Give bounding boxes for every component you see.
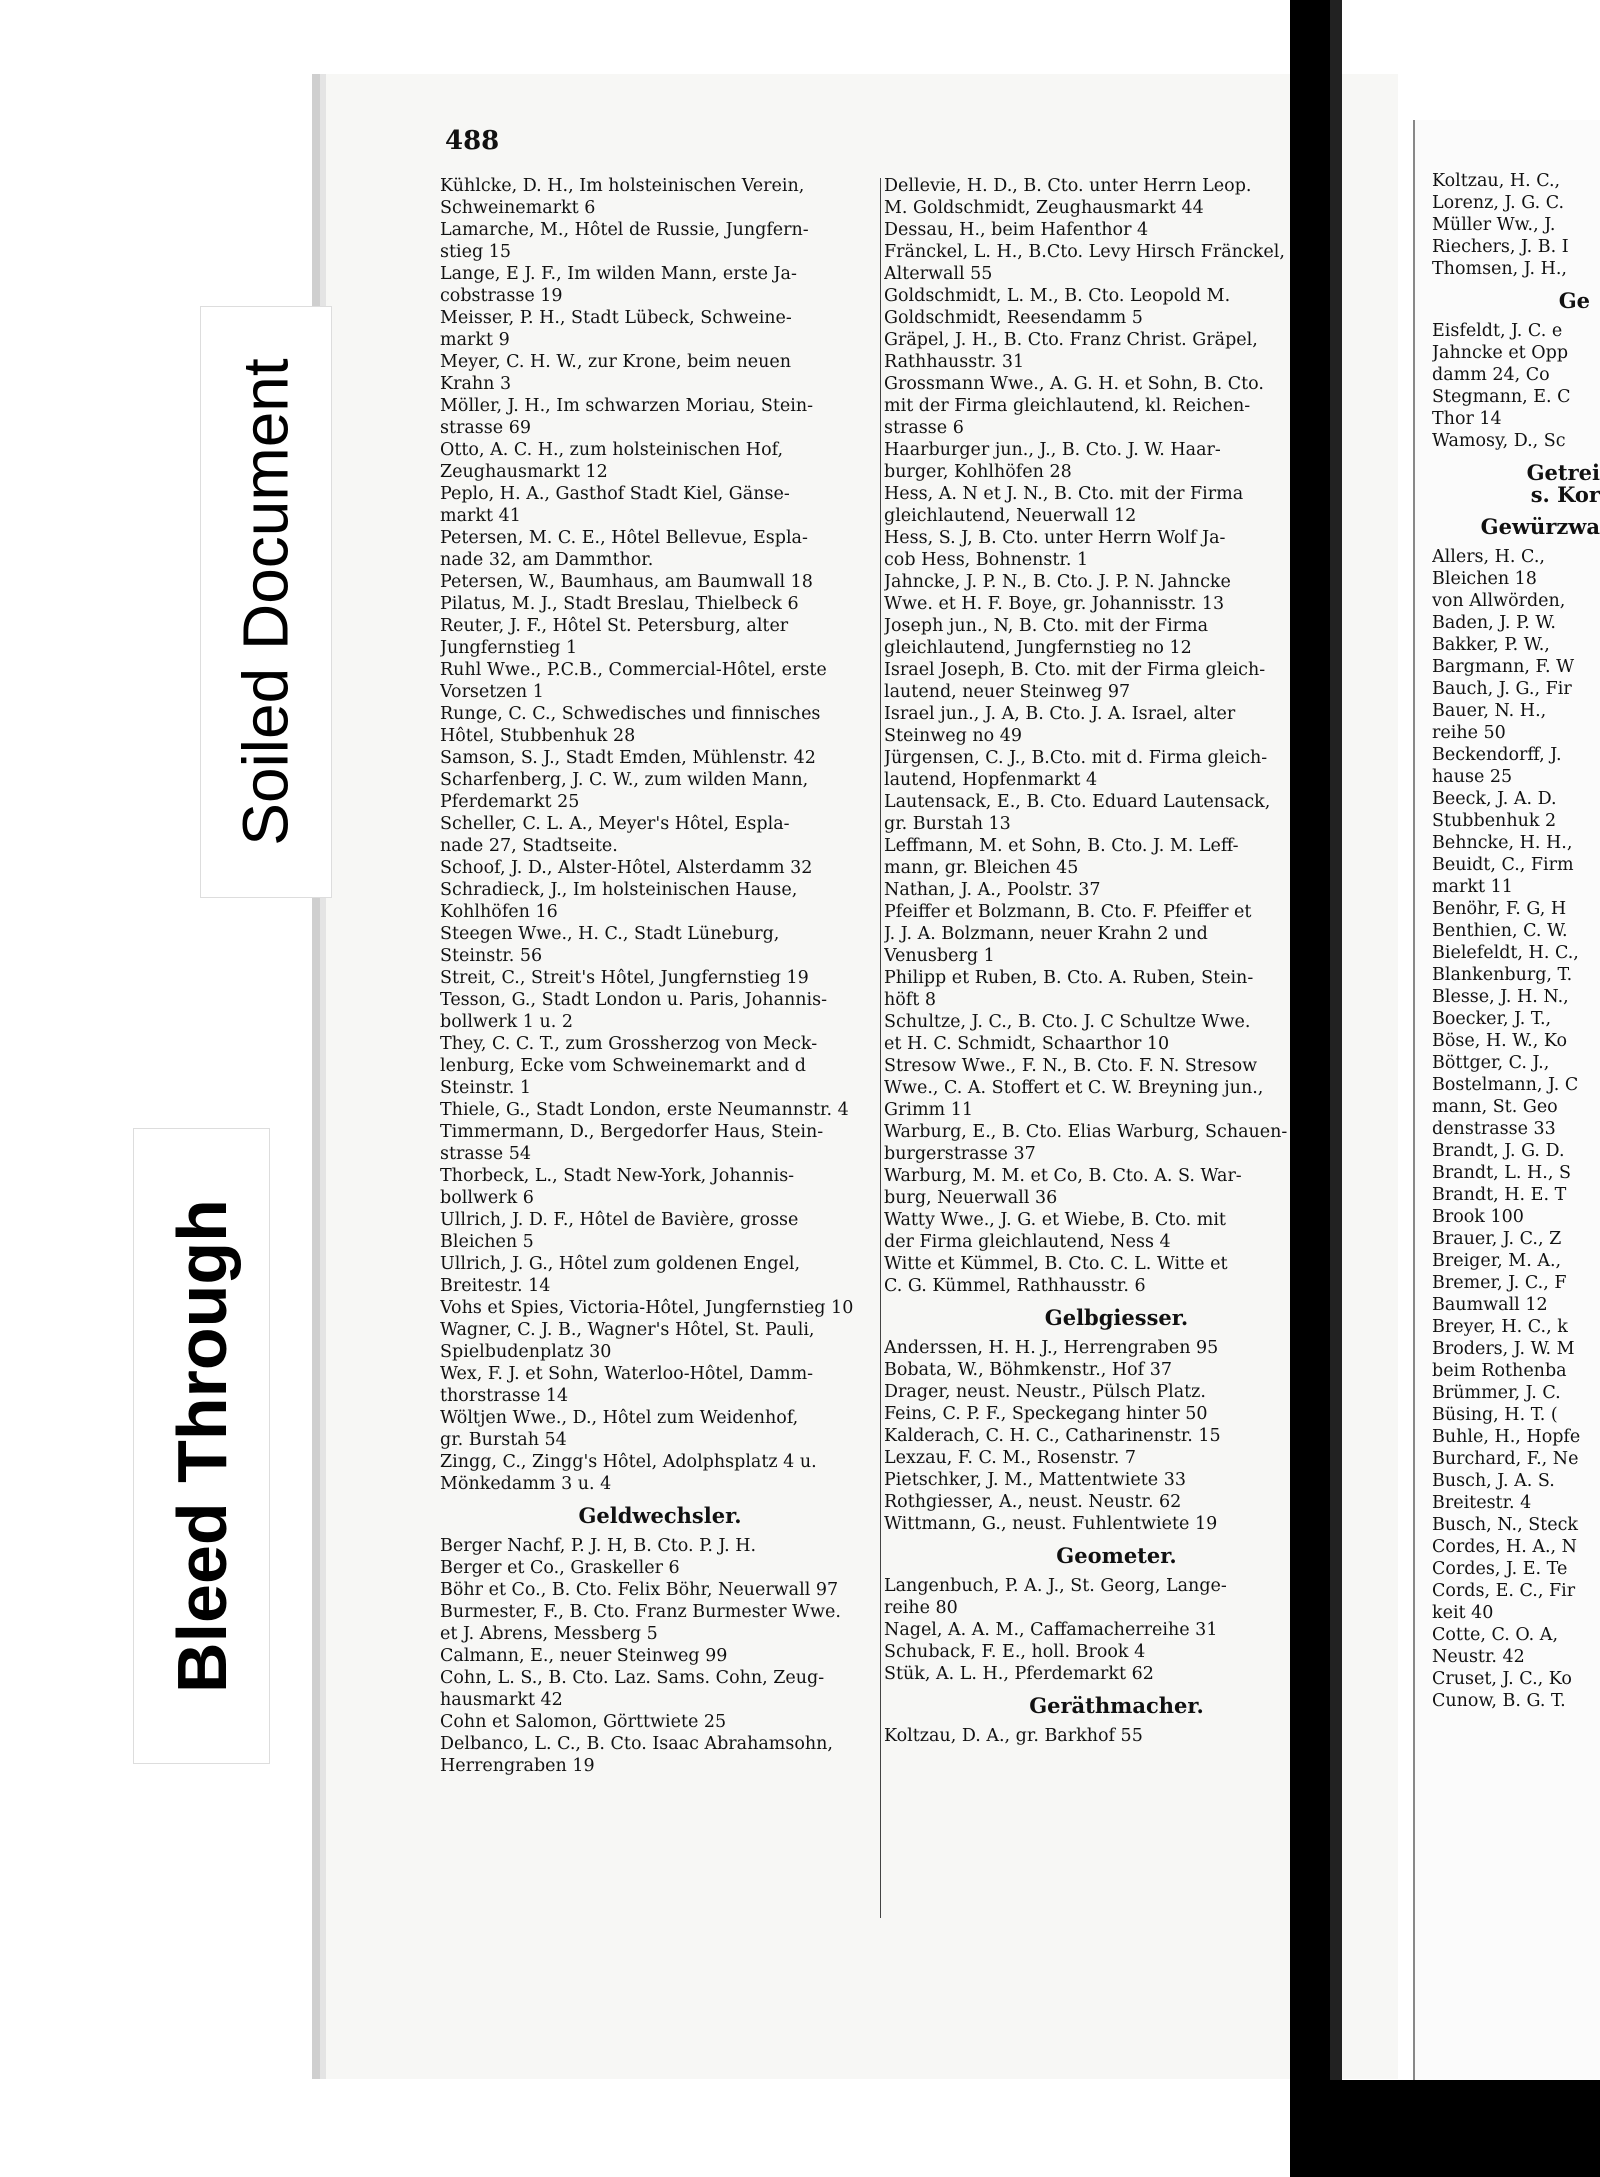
list-item: Breiger, M. A., (1432, 1251, 1562, 1271)
list-item: Rathhausstr. 31 (884, 352, 1025, 372)
list-item: stieg 15 (440, 242, 511, 262)
list-item: Wamosy, D., Sc (1432, 431, 1566, 451)
gelbgiesser-list (884, 1337, 1349, 1535)
list-item: Mönkedamm 3 u. 4 (440, 1474, 612, 1494)
list-item: Cruset, J. C., Ko (1432, 1669, 1572, 1689)
list-item: Wwe., C. A. Stoffert et C. W. Breyning jun., (884, 1078, 1264, 1098)
list-item: Timmermann, D., Bergedorfer Haus, Stein- (440, 1122, 824, 1142)
list-item: mann, St. Geo (1432, 1097, 1558, 1117)
list-item: Bielefeldt, H. C., (1432, 943, 1579, 963)
list-item: Riechers, J. B. I (1432, 237, 1569, 257)
list-item: Schultze, J. C., B. Cto. J. C Schultze Wwe. (884, 1012, 1251, 1032)
list-item: Steinstr. 56 (440, 946, 543, 966)
list-item: höft 8 (884, 990, 937, 1010)
list-item: Lamarche, M., Hôtel de Russie, Jungfern- (440, 220, 809, 240)
list-item: Drager, neust. Neustr., Pülsch Platz. (884, 1382, 1206, 1402)
list-item: Spielbudenplatz 30 (440, 1342, 612, 1362)
column-divider (880, 178, 881, 1918)
list-item: gleichlautend, Jungfernstieg no 12 (884, 638, 1192, 658)
list-item: markt 41 (440, 506, 521, 526)
list-item: Stresow Wwe., F. N., B. Cto. F. N. Stresow (884, 1056, 1258, 1076)
list-item: der Firma gleichlautend, Ness 4 (884, 1232, 1171, 1252)
list-item: Grossmann Wwe., A. G. H. et Sohn, B. Cto. (884, 374, 1264, 394)
list-item: Meisser, P. H., Stadt Lübeck, Schweine- (440, 308, 792, 328)
geldwechsler-list (440, 1535, 880, 1777)
list-item: Baden, J. P. W. (1432, 613, 1556, 633)
list-item: Leffmann, M. et Sohn, B. Cto. J. M. Leff- (884, 836, 1239, 856)
list-item: Warburg, M. M. et Co, B. Cto. A. S. War- (884, 1166, 1242, 1186)
list-item: Thiele, G., Stadt London, erste Neumannstr. 4 (440, 1100, 849, 1120)
list-item: Brandt, L. H., S (1432, 1163, 1571, 1183)
list-item: Wöltjen Wwe., D., Hôtel zum Weidenhof, (440, 1408, 799, 1428)
list-item: Busch, J. A. S. (1432, 1471, 1555, 1491)
list-item: beim Rothenba (1432, 1361, 1567, 1381)
soiled-document-text: Soiled Document (230, 358, 302, 846)
list-item: J. J. A. Bolzmann, neuer Krahn 2 und (884, 924, 1208, 944)
list-item: Blankenburg, T. (1432, 965, 1573, 985)
list-item: Benthien, C. W. (1432, 921, 1568, 941)
list-item: lautend, Hopfenmarkt 4 (884, 770, 1098, 790)
list-item: They, C. C. T., zum Grossherzog von Meck- (440, 1034, 818, 1054)
geraethmacher-list (884, 1725, 1349, 1747)
list-item: M. Goldschmidt, Zeughausmarkt 44 (884, 198, 1204, 218)
list-item: Lorenz, J. G. C. (1432, 193, 1565, 213)
list-item: Wex, F. J. et Sohn, Waterloo-Hôtel, Damm- (440, 1364, 814, 1384)
list-item: burger, Kohlhöfen 28 (884, 462, 1072, 482)
list-item: Brauer, J. C., Z (1432, 1229, 1562, 1249)
heading-geometer: Geometer. (1056, 1543, 1177, 1568)
list-item: gr. Burstah 13 (884, 814, 1011, 834)
soiled-document-label (200, 306, 332, 898)
list-item: Bargmann, F. W (1432, 657, 1575, 677)
list-item: Eisfeldt, J. C. e (1432, 321, 1563, 341)
list-item: hause 25 (1432, 767, 1513, 787)
list-item: lautend, neuer Steinweg 97 (884, 682, 1131, 702)
list-item: Wwe. et H. F. Boye, gr. Johannisstr. 13 (884, 594, 1225, 614)
list-item: Fränckel, L. H., B.Cto. Levy Hirsch Fränckel, (884, 242, 1285, 262)
heading-geraethmacher: Geräthmacher. (1029, 1693, 1204, 1718)
list-item: Berger et Co., Graskeller 6 (440, 1558, 680, 1578)
list-item: bollwerk 1 u. 2 (440, 1012, 574, 1032)
list-item: Venusberg 1 (884, 946, 995, 966)
list-item: Lautensack, E., B. Cto. Eduard Lautensack, (884, 792, 1271, 812)
list-item: Baumwall 12 (1432, 1295, 1548, 1315)
list-item: Brümmer, J. C. (1432, 1383, 1561, 1403)
list-item: Koltzau, D. A., gr. Barkhof 55 (884, 1726, 1143, 1746)
list-item: Breyer, H. C., k (1432, 1317, 1568, 1337)
list-item: Streit, C., Streit's Hôtel, Jungfernstieg 19 (440, 968, 809, 988)
list-item: Schweinemarkt 6 (440, 198, 596, 218)
geometer-list (884, 1575, 1349, 1685)
list-item: Brandt, J. G. D. (1432, 1141, 1565, 1161)
heading-getreide: Getrei (1526, 460, 1600, 485)
list-item: Stegmann, E. C (1432, 387, 1571, 407)
list-item: Tesson, G., Stadt London u. Paris, Johannis- (440, 990, 828, 1010)
heading-korn: s. Kor (1530, 482, 1600, 507)
bleed-through-text: Bleed Through (162, 1199, 241, 1693)
list-item: Möller, J. H., Im schwarzen Moriau, Stein- (440, 396, 814, 416)
list-item: Reuter, J. F., Hôtel St. Petersburg, alter (440, 616, 789, 636)
list-item: Haarburger jun., J., B. Cto. J. W. Haar- (884, 440, 1221, 460)
list-item: markt 11 (1432, 877, 1513, 897)
list-item: Thorbeck, L., Stadt New-York, Johannis- (440, 1166, 795, 1186)
list-item: Zeughausmarkt 12 (440, 462, 608, 482)
list-item: Runge, C. C., Schwedisches und finnisches (440, 704, 821, 724)
list-item: Lexzau, F. C. M., Rosenstr. 7 (884, 1448, 1136, 1468)
list-item: Cords, E. C., Fir (1432, 1581, 1576, 1601)
list-item: Rothgiesser, A., neust. Neustr. 62 (884, 1492, 1182, 1512)
list-item: Berger Nachf, P. J. H, B. Cto. P. J. H. (440, 1536, 757, 1556)
list-item: strasse 6 (884, 418, 964, 438)
list-item: Steinstr. 1 (440, 1078, 531, 1098)
list-item: Witte et Kümmel, B. Cto. C. L. Witte et (884, 1254, 1228, 1274)
list-item: Nathan, J. A., Poolstr. 37 (884, 880, 1101, 900)
list-item: Boecker, J. T., (1432, 1009, 1552, 1029)
list-item: Goldschmidt, L. M., B. Cto. Leopold M. (884, 286, 1231, 306)
list-item: Langenbuch, P. A. J., St. Georg, Lange- (884, 1576, 1227, 1596)
list-item: Bostelmann, J. C (1432, 1075, 1579, 1095)
list-item: Pietschker, J. M., Mattentwiete 33 (884, 1470, 1186, 1490)
list-item: Jungfernstieg 1 (440, 638, 578, 658)
list-item: Peplo, H. A., Gasthof Stadt Kiel, Gänse- (440, 484, 790, 504)
list-item: Cohn et Salomon, Görttwiete 25 (440, 1712, 727, 1732)
list-item: Ullrich, J. G., Hôtel zum goldenen Engel, (440, 1254, 801, 1274)
list-item: Ruhl Wwe., P.C.B., Commercial-Hôtel, erste (440, 660, 827, 680)
list-item: Breitestr. 14 (440, 1276, 551, 1296)
list-item: markt 9 (440, 330, 510, 350)
list-item: Brook 100 (1432, 1207, 1524, 1227)
list-item: mit der Firma gleichlautend, kl. Reichen- (884, 396, 1251, 416)
list-item: Steegen Wwe., H. C., Stadt Lüneburg, (440, 924, 780, 944)
list-item: Scheller, C. L. A., Meyer's Hôtel, Espla- (440, 814, 790, 834)
list-item: Stubbenhuk 2 (1432, 811, 1557, 831)
list-item: damm 24, Co (1432, 365, 1550, 385)
list-item: Nagel, A. A. M., Caffamacherreihe 31 (884, 1620, 1218, 1640)
list-item: Cohn, L. S., B. Cto. Laz. Sams. Cohn, Zeug- (440, 1668, 825, 1688)
list-item: Zingg, C., Zingg's Hôtel, Adolphsplatz 4 u. (440, 1452, 817, 1472)
list-item: Lange, E J. F., Im wilden Mann, erste Ja- (440, 264, 797, 284)
list-item: Israel jun., J. A, B. Cto. J. A. Israel, alter (884, 704, 1236, 724)
bottom-shadow (1290, 2080, 1600, 2177)
list-item: Petersen, M. C. E., Hôtel Bellevue, Espla- (440, 528, 808, 548)
list-item: Burmester, F., B. Cto. Franz Burmester Wwe. (440, 1602, 841, 1622)
list-item: Otto, A. C. H., zum holsteinischen Hof, (440, 440, 784, 460)
bleed-through-label (133, 1128, 270, 1764)
heading-gewuerz: Gewürzwa (1480, 514, 1600, 539)
list-item: Bobata, W., Böhmkenstr., Hof 37 (884, 1360, 1172, 1380)
list-item: Kühlcke, D. H., Im holsteinischen Verein, (440, 176, 805, 196)
list-item: Schradieck, J., Im holsteinischen Hause, (440, 880, 798, 900)
list-item: burgerstrasse 37 (884, 1144, 1036, 1164)
list-item: nade 32, am Dammthor. (440, 550, 654, 570)
list-item: cobstrasse 19 (440, 286, 563, 306)
list-b (1432, 320, 1600, 452)
list-item: Anderssen, H. H. J., Herrengraben 95 (884, 1338, 1219, 1358)
list-item: Müller Ww., J. (1432, 215, 1556, 235)
list-item: Pferdemarkt 25 (440, 792, 580, 812)
list-item: reihe 50 (1432, 723, 1506, 743)
list-item: lenburg, Ecke vom Schweinemarkt and d (440, 1056, 806, 1076)
list-item: strasse 69 (440, 418, 531, 438)
list-item: Hôtel, Stubbenhuk 28 (440, 726, 636, 746)
list-item: Scharfenberg, J. C. W., zum wilden Mann, (440, 770, 809, 790)
list-item: Broders, J. W. M (1432, 1339, 1575, 1359)
list-item: Delbanco, L. C., B. Cto. Isaac Abrahamsohn, (440, 1734, 833, 1754)
list-item: C. G. Kümmel, Rathhausstr. 6 (884, 1276, 1146, 1296)
list-item: Behncke, H. H., (1432, 833, 1573, 853)
list-item: Herrengraben 19 (440, 1756, 595, 1776)
list-item: Calmann, E., neuer Steinweg 99 (440, 1646, 728, 1666)
list-item: Ullrich, J. D. F., Hôtel de Bavière, grosse (440, 1210, 799, 1230)
list-item: hausmarkt 42 (440, 1690, 563, 1710)
list-item: Koltzau, H. C., (1432, 171, 1561, 191)
heading-ge: Ge (1558, 288, 1590, 313)
list-item: Beuidt, C., Firm (1432, 855, 1574, 875)
list-item: Thomsen, J. H., (1432, 259, 1567, 279)
list-item: Bleichen 18 (1432, 569, 1537, 589)
list-item: Wittmann, G., neust. Fuhlentwiete 19 (884, 1514, 1218, 1534)
list-item: Goldschmidt, Reesendamm 5 (884, 308, 1143, 328)
list-item: Pfeiffer et Bolzmann, B. Cto. F. Pfeiffer et (884, 902, 1252, 922)
list-item: Böttger, C. J., (1432, 1053, 1550, 1073)
list-item: Bleichen 5 (440, 1232, 534, 1252)
list-item: Stük, A. L. H., Pferdemarkt 62 (884, 1664, 1154, 1684)
list-item: Jahncke, J. P. N., B. Cto. J. P. N. Jahncke (884, 572, 1231, 592)
list-item: Vohs et Spies, Victoria-Hôtel, Jungfernstieg 10 (440, 1298, 854, 1318)
list-item: strasse 54 (440, 1144, 531, 1164)
list-item: denstrasse 33 (1432, 1119, 1556, 1139)
list-item: Allers, H. C., (1432, 547, 1545, 567)
list-item: gleichlautend, Neuerwall 12 (884, 506, 1137, 526)
list-item: Jürgensen, C. J., B.Cto. mit d. Firma gleich- (884, 748, 1268, 768)
list-item: keit 40 (1432, 1603, 1494, 1623)
list-item: Petersen, W., Baumhaus, am Baumwall 18 (440, 572, 813, 592)
list-item: et J. Abrens, Messberg 5 (440, 1624, 658, 1644)
list-item: Bremer, J. C., F (1432, 1273, 1567, 1293)
list-item: et H. C. Schmidt, Schaarthor 10 (884, 1034, 1170, 1054)
list-item: bollwerk 6 (440, 1188, 534, 1208)
list-item: mann, gr. Bleichen 45 (884, 858, 1079, 878)
list-item: Dellevie, H. D., B. Cto. unter Herrn Leop. (884, 176, 1252, 196)
banker-list (884, 175, 1349, 1297)
list-item: Cunow, B. G. T. (1432, 1691, 1566, 1711)
list-item: Schuback, F. E., holl. Brook 4 (884, 1642, 1146, 1662)
list-item: Bakker, P. W., (1432, 635, 1550, 655)
list-item: Jahncke et Opp (1432, 343, 1569, 363)
list-item: Watty Wwe., J. G. et Wiebe, B. Cto. mit (884, 1210, 1226, 1230)
list-item: Beckendorff, J. (1432, 745, 1562, 765)
list-item: Büsing, H. T. ( (1432, 1405, 1558, 1425)
list-item: Burchard, F., Ne (1432, 1449, 1579, 1469)
list-item: von Allwörden, (1432, 591, 1566, 611)
list-item: Joseph jun., N, B. Cto. mit der Firma (884, 616, 1209, 636)
heading-geldwechsler: Geldwechsler. (578, 1503, 742, 1528)
list-item: Brandt, H. E. T (1432, 1185, 1567, 1205)
heading-gelbgiesser: Gelbgiesser. (1044, 1305, 1189, 1330)
list-item: Breitestr. 4 (1432, 1493, 1532, 1513)
list-c (1432, 546, 1600, 1712)
list-item: Cordes, H. A., N (1432, 1537, 1577, 1557)
list-item: Kohlhöfen 16 (440, 902, 558, 922)
list-item: Samson, S. J., Stadt Emden, Mühlenstr. 42 (440, 748, 816, 768)
list-item: Meyer, C. H. W., zur Krone, beim neuen (440, 352, 791, 372)
list-item: Hess, S. J, B. Cto. unter Herrn Wolf Ja- (884, 528, 1226, 548)
list-item: Busch, N., Steck (1432, 1515, 1578, 1535)
page-number: 488 (445, 126, 500, 156)
list-item: Gräpel, J. H., B. Cto. Franz Christ. Gräpel, (884, 330, 1258, 350)
list-item: cob Hess, Bohnenstr. 1 (884, 550, 1089, 570)
list-item: Warburg, E., B. Cto. Elias Warburg, Schauen- (884, 1122, 1288, 1142)
list-item: Krahn 3 (440, 374, 512, 394)
list-item: reihe 80 (884, 1598, 958, 1618)
list-item: burg, Neuerwall 36 (884, 1188, 1058, 1208)
list-item: Cotte, C. O. A, (1432, 1625, 1559, 1645)
column-2 (884, 175, 1349, 1747)
list-item: Buhle, H., Hopfe (1432, 1427, 1581, 1447)
list-item: thorstrasse 14 (440, 1386, 569, 1406)
list-item: Dessau, H., beim Hafenthor 4 (884, 220, 1149, 240)
column-1 (440, 175, 880, 1777)
list-item: nade 27, Stadtseite. (440, 836, 618, 856)
list-item: Schoof, J. D., Alster-Hôtel, Alsterdamm 32 (440, 858, 813, 878)
list-item: Beeck, J. A. D. (1432, 789, 1557, 809)
list-item: Pilatus, M. J., Stadt Breslau, Thielbeck 6 (440, 594, 799, 614)
column-3 (1432, 170, 1600, 1712)
hotel-list (440, 175, 880, 1495)
list-item: Thor 14 (1432, 409, 1502, 429)
list-item: Hess, A. N et J. N., B. Cto. mit der Firma (884, 484, 1244, 504)
list-item: Vorsetzen 1 (440, 682, 544, 702)
list-item: gr. Burstah 54 (440, 1430, 567, 1450)
list-item: Alterwall 55 (884, 264, 993, 284)
list-item: Philipp et Ruben, B. Cto. A. Ruben, Stein- (884, 968, 1254, 988)
list-item: Benöhr, F. G, H (1432, 899, 1567, 919)
list-item: Feins, C. P. F., Speckegang hinter 50 (884, 1404, 1208, 1424)
list-item: Wagner, C. J. B., Wagner's Hôtel, St. Pauli, (440, 1320, 815, 1340)
list-item: Neustr. 42 (1432, 1647, 1525, 1667)
list-a (1432, 170, 1600, 280)
list-item: Bauer, N. H., (1432, 701, 1547, 721)
list-item: Steinweg no 49 (884, 726, 1022, 746)
list-item: Böhr et Co., B. Cto. Felix Böhr, Neuerwall 97 (440, 1580, 839, 1600)
list-item: Bauch, J. G., Fir (1432, 679, 1572, 699)
list-item: Grimm 11 (884, 1100, 973, 1120)
list-item: Böse, H. W., Ko (1432, 1031, 1568, 1051)
list-item: Kalderach, C. H. C., Catharinenstr. 15 (884, 1426, 1221, 1446)
list-item: Blesse, J. H. N., (1432, 987, 1569, 1007)
list-item: Israel Joseph, B. Cto. mit der Firma gleich- (884, 660, 1266, 680)
list-item: Cordes, J. E. Te (1432, 1559, 1568, 1579)
